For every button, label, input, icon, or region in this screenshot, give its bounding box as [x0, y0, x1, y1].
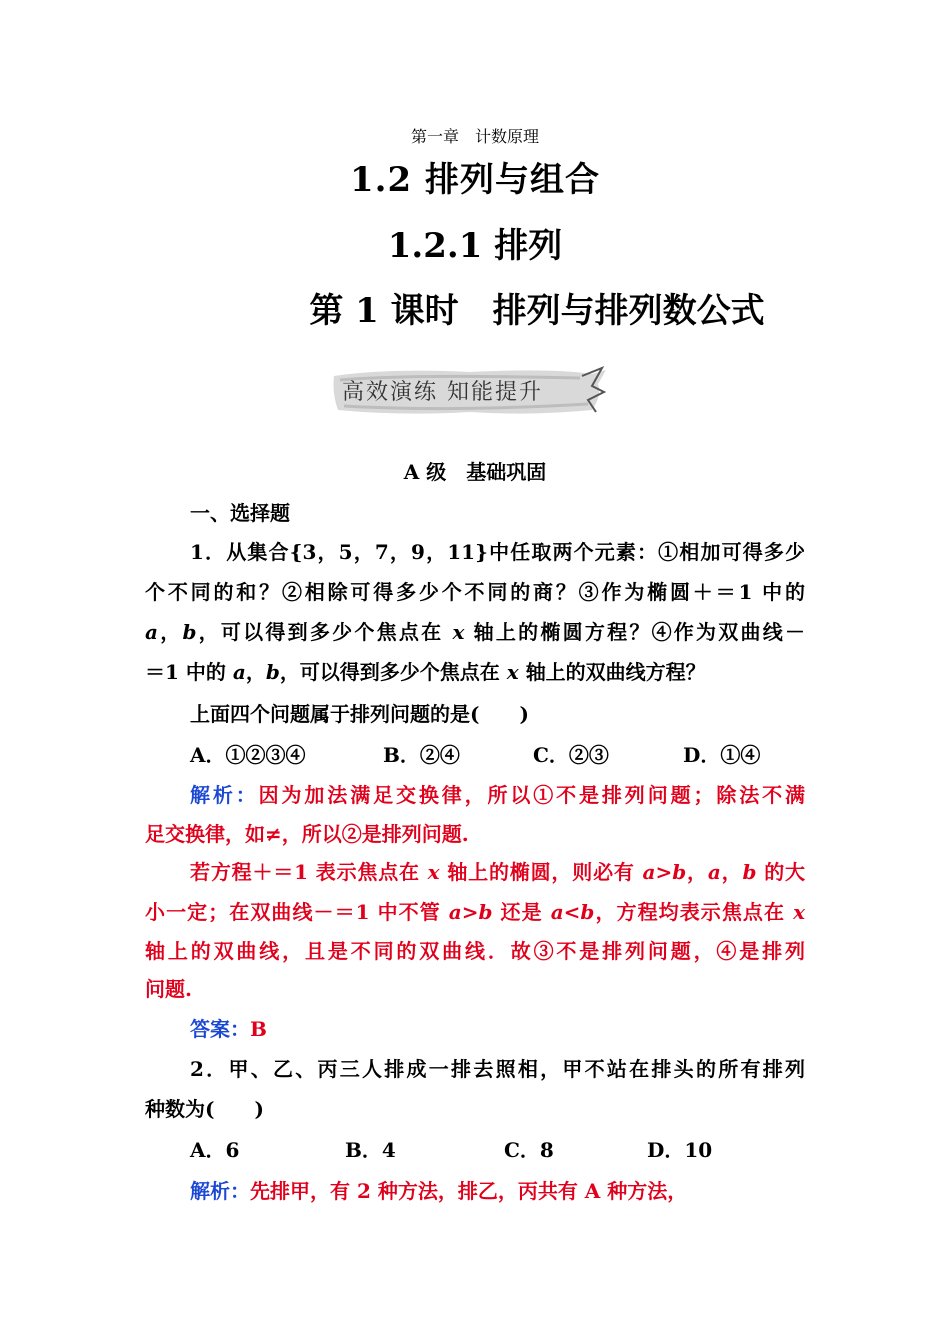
analysis-label: 解析：: [190, 783, 259, 807]
level-heading: A 级 基础巩固: [403, 460, 547, 484]
chapter-heading: 第一章 计数原理: [410, 127, 539, 146]
q2-option-b: B．4: [345, 1138, 396, 1162]
q1-line-4: ＝1 中的 a，b，可以得到多少个焦点在 x 轴上的双曲线方程？: [145, 660, 706, 684]
subsection-title: 1.2.1 排列: [387, 226, 563, 266]
q1-option-c: C．②③: [533, 743, 609, 767]
section-title: 1.2 排列与组合: [350, 160, 600, 200]
lesson-title: 第 1 课时 排列与排列数公式: [309, 291, 765, 331]
q1-line-1: 1．从集合{3，5，7，9，11}中任取两个元素：①相加可得多少: [190, 540, 805, 564]
q2-line-1: 2．甲、乙、丙三人排成一排去照相，甲不站在排头的所有排列: [190, 1057, 805, 1081]
q2-line-2: 种数为( ): [145, 1097, 264, 1121]
q1-line-2: 个不同的和？②相除可得多少个不同的商？③作为椭圆＋＝1 中的: [145, 580, 805, 604]
banner-label: 高效演练 知能提升: [342, 380, 543, 405]
q1-analysis-line-6: 问题.: [145, 977, 192, 1001]
q1-option-a: A．①②③④: [190, 743, 306, 767]
question-type-heading: 一、选择题: [190, 501, 290, 525]
q1-option-d: D．①④: [683, 743, 761, 767]
q1-analysis-line-3: 若方程＋＝1 表示焦点在 x 轴上的椭圆，则必有 a>b，a，b 的大: [190, 860, 806, 884]
q1-line-3: a，b，可以得到多少个焦点在 x 轴上的椭圆方程？④作为双曲线－: [145, 620, 806, 644]
q1-prompt: 上面四个问题属于排列问题的是( ): [190, 702, 529, 726]
q1-analysis-line-2: 足交换律，如≠，所以②是排列问题.: [145, 822, 469, 846]
practice-banner: [330, 366, 610, 418]
q2-analysis-line-1: 解析：先排甲，有 2 种方法，排乙，丙共有 A 种方法，: [190, 1179, 688, 1203]
analysis-label: 解析：: [190, 1179, 250, 1203]
q1-answer: [190, 1013, 805, 1042]
q1-analysis-line-4: 小一定；在双曲线－＝1 中不管 a>b 还是 a<b，方程均表示焦点在 x: [145, 900, 806, 924]
q1-analysis-line-5: 轴上的双曲线，且是不同的双曲线．故③不是排列问题，④是排列: [145, 939, 805, 963]
q2-option-c: C．8: [504, 1138, 554, 1162]
q1-option-b: B．②④: [383, 743, 460, 767]
answer-value: B: [250, 1017, 267, 1041]
answer-label: 答案：: [190, 1017, 250, 1041]
q1-analysis-line-1: 解析：因为加法满足交换律，所以①不是排列问题；除法不满: [190, 783, 806, 807]
q2-option-d: D．10: [647, 1138, 713, 1162]
q2-option-a: A．6: [190, 1138, 240, 1162]
